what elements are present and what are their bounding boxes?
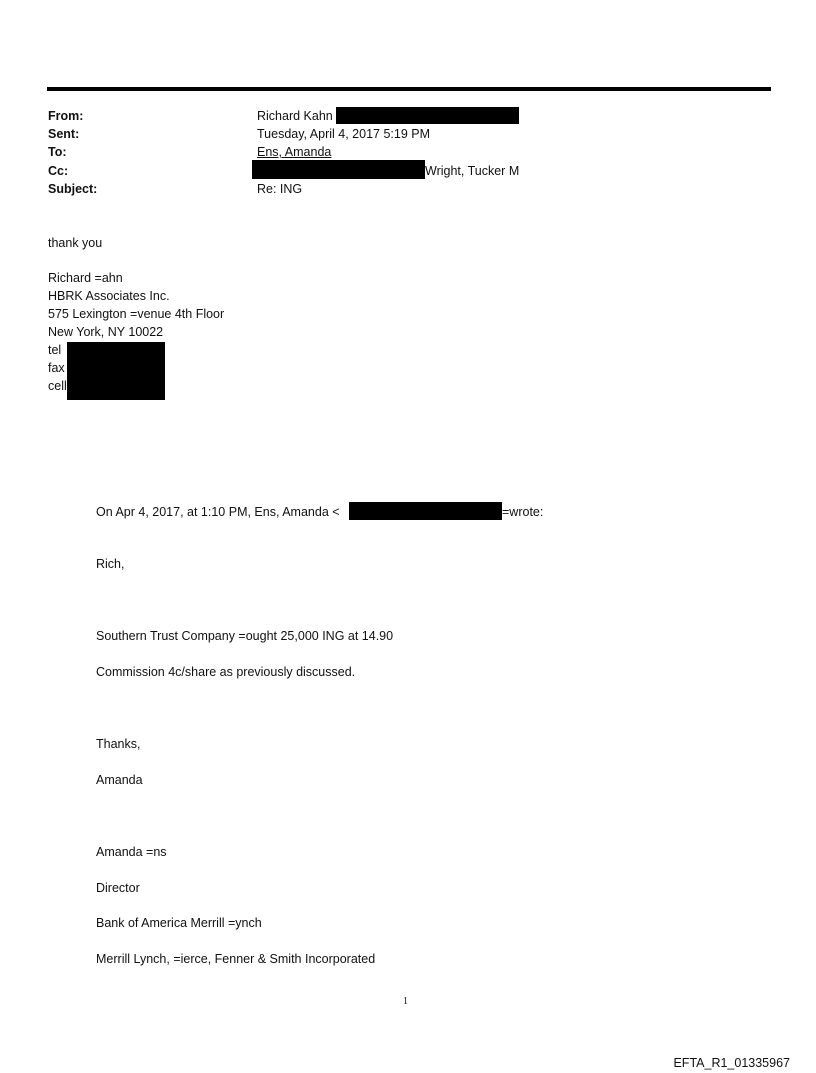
redaction-from-email (336, 107, 519, 124)
redaction-phone-numbers (67, 342, 165, 400)
header-rule (47, 87, 771, 91)
quoted-greeting: Rich, (96, 557, 125, 571)
page-number: 1 (403, 996, 408, 1007)
signature-cell-label: cell (48, 379, 67, 393)
quoted-line1: Southern Trust Company =ought 25,000 ING at 14.90 (96, 629, 394, 643)
quoted-line2: Commission 4c/share as previously discussed. (96, 665, 356, 679)
signature-address1: 575 Lexington =venue 4th Floor (48, 307, 225, 321)
reply-text: thank you (48, 236, 103, 250)
sent-label: Sent: (48, 127, 80, 141)
from-label: From: (48, 109, 84, 123)
quoted-closing-name: Amanda (96, 773, 143, 787)
to-value: Ens, Amanda (257, 145, 332, 159)
quoted-closing: Thanks, (96, 737, 141, 751)
to-label: To: (48, 145, 67, 159)
signature-address2: New York, NY 10022 (48, 325, 164, 339)
quoted-intro-suffix: =wrote: (502, 505, 544, 519)
redaction-cc (252, 160, 425, 179)
bates-number: EFTA_R1_01335967 (673, 1056, 790, 1070)
signature-company: HBRK Associates Inc. (48, 289, 170, 303)
from-value: Richard Kahn (257, 109, 333, 123)
signature-fax-label: fax (48, 361, 65, 375)
quoted-sig-name: Amanda =ns (96, 845, 167, 859)
cc-label: Cc: (48, 164, 69, 178)
quoted-sig-title: Director (96, 881, 140, 895)
redaction-quoted-email (349, 502, 502, 520)
signature-name: Richard =ahn (48, 271, 123, 285)
quoted-intro-prefix: On Apr 4, 2017, at 1:10 PM, Ens, Amanda < (96, 505, 340, 519)
quoted-sig-org1: Bank of America Merrill =ynch (96, 916, 262, 930)
subject-value: Re: ING (257, 182, 303, 196)
quoted-sig-org2: Merrill Lynch, =ierce, Fenner & Smith Incorporated (96, 952, 376, 966)
sent-value: Tuesday, April 4, 2017 5:19 PM (257, 127, 431, 141)
cc-value: Wright, Tucker M (425, 164, 520, 178)
signature-tel-label: tel (48, 343, 62, 357)
subject-label: Subject: (48, 182, 98, 196)
